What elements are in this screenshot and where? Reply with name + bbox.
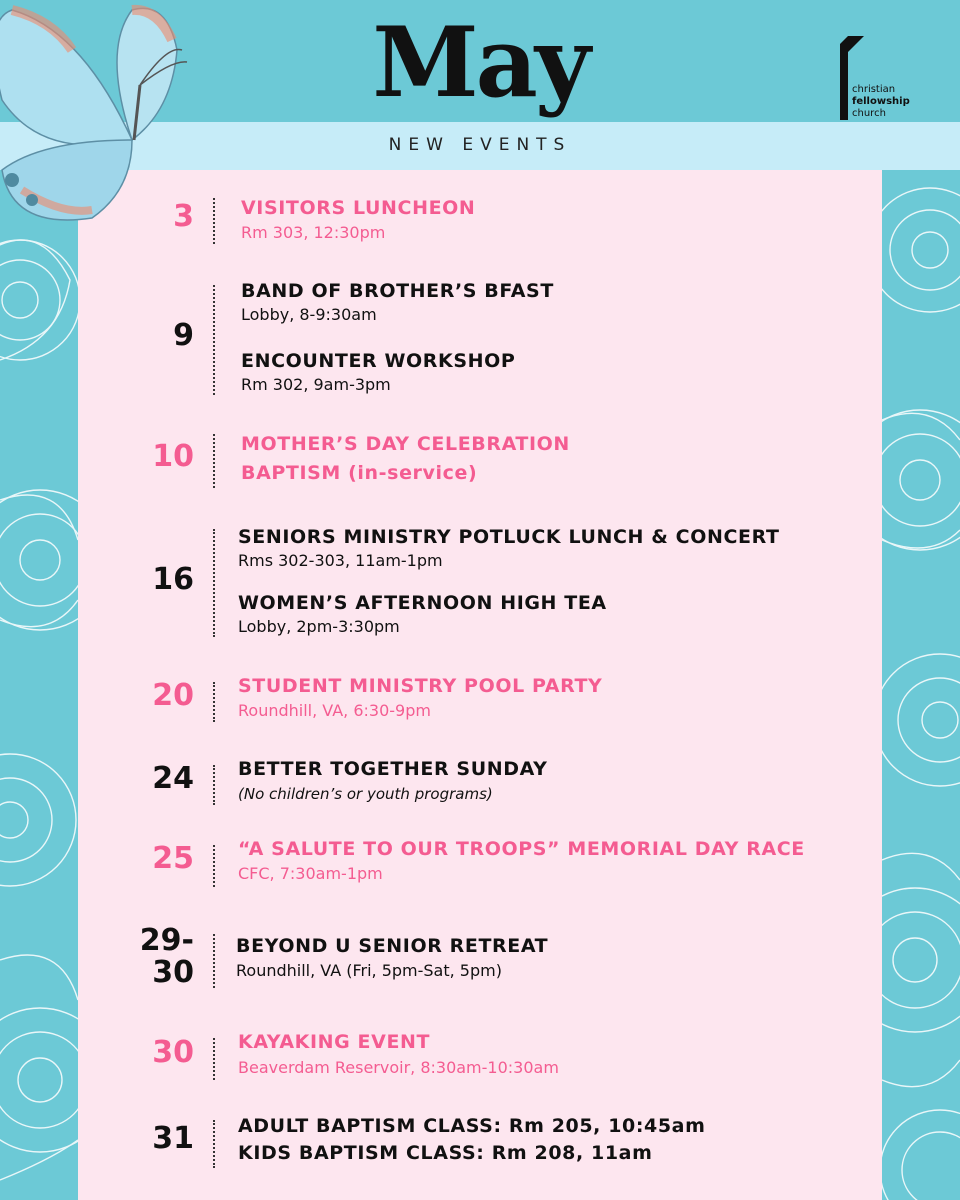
event-detail: Beaverdam Reservoir, 8:30am-10:30am [238, 1058, 559, 1077]
event-detail: Roundhill, VA, 6:30-9pm [238, 701, 431, 720]
event-divider [213, 765, 215, 805]
event-date-start: 29- [139, 923, 194, 958]
month-title: May [372, 6, 588, 119]
event-title: VISITORS LUNCHEON [241, 197, 476, 219]
logo-wordmark [852, 84, 910, 120]
event-divider [213, 934, 215, 988]
logo-line-3: church [852, 108, 886, 119]
event-title: SENIORS MINISTRY POTLUCK LUNCH & CONCERT [238, 526, 780, 548]
event-date: 9 [173, 318, 194, 353]
event-detail: Lobby, 8-9:30am [241, 305, 377, 324]
event-title: BETTER TOGETHER SUNDAY [238, 758, 548, 780]
event-divider [213, 285, 215, 395]
event-divider [213, 845, 215, 887]
event-detail: Lobby, 2pm-3:30pm [238, 617, 400, 636]
event-divider [213, 434, 215, 488]
event-title: KAYAKING EVENT [238, 1031, 431, 1053]
event-title: ADULT BAPTISM CLASS: Rm 205, 10:45am [238, 1115, 706, 1137]
event-divider [213, 1038, 215, 1080]
event-title: “A SALUTE TO OUR TROOPS” MEMORIAL DAY RACE [238, 838, 805, 860]
event-date: 20 [152, 678, 194, 713]
event-date: 30 [152, 1035, 194, 1070]
event-title: WOMEN’S AFTERNOON HIGH TEA [238, 592, 607, 614]
event-date: 16 [152, 562, 194, 597]
event-detail: Roundhill, VA (Fri, 5pm-Sat, 5pm) [236, 961, 502, 980]
page-subtitle: NEW EVENTS [388, 135, 572, 155]
event-divider [213, 198, 215, 244]
logo-line-2: fellowship [852, 96, 910, 107]
event-title: BAPTISM (in-service) [241, 462, 478, 484]
event-title: MOTHER’S DAY CELEBRATION [241, 433, 570, 455]
event-date: 31 [152, 1121, 194, 1156]
event-title: STUDENT MINISTRY POOL PARTY [238, 675, 603, 697]
event-title: ENCOUNTER WORKSHOP [241, 350, 516, 372]
event-detail: Rm 303, 12:30pm [241, 223, 386, 242]
event-title: KIDS BAPTISM CLASS: Rm 208, 11am [238, 1142, 653, 1164]
event-divider [213, 1120, 215, 1168]
event-divider [213, 682, 215, 722]
event-date: 24 [152, 761, 194, 796]
church-logo [836, 30, 932, 122]
logo-line-1: christian [852, 84, 896, 95]
event-detail: CFC, 7:30am-1pm [238, 864, 383, 883]
event-detail: Rm 302, 9am-3pm [241, 375, 391, 394]
event-date-end: 30 [152, 955, 194, 990]
event-title: BEYOND U SENIOR RETREAT [236, 935, 549, 957]
event-date: 3 [173, 199, 194, 234]
event-date: 25 [152, 841, 194, 876]
event-date: 10 [152, 439, 194, 474]
event-divider [213, 529, 215, 637]
event-title: BAND OF BROTHER’S BFAST [241, 280, 554, 302]
event-note: (No children’s or youth programs) [238, 785, 493, 803]
event-detail: Rms 302-303, 11am-1pm [238, 551, 443, 570]
